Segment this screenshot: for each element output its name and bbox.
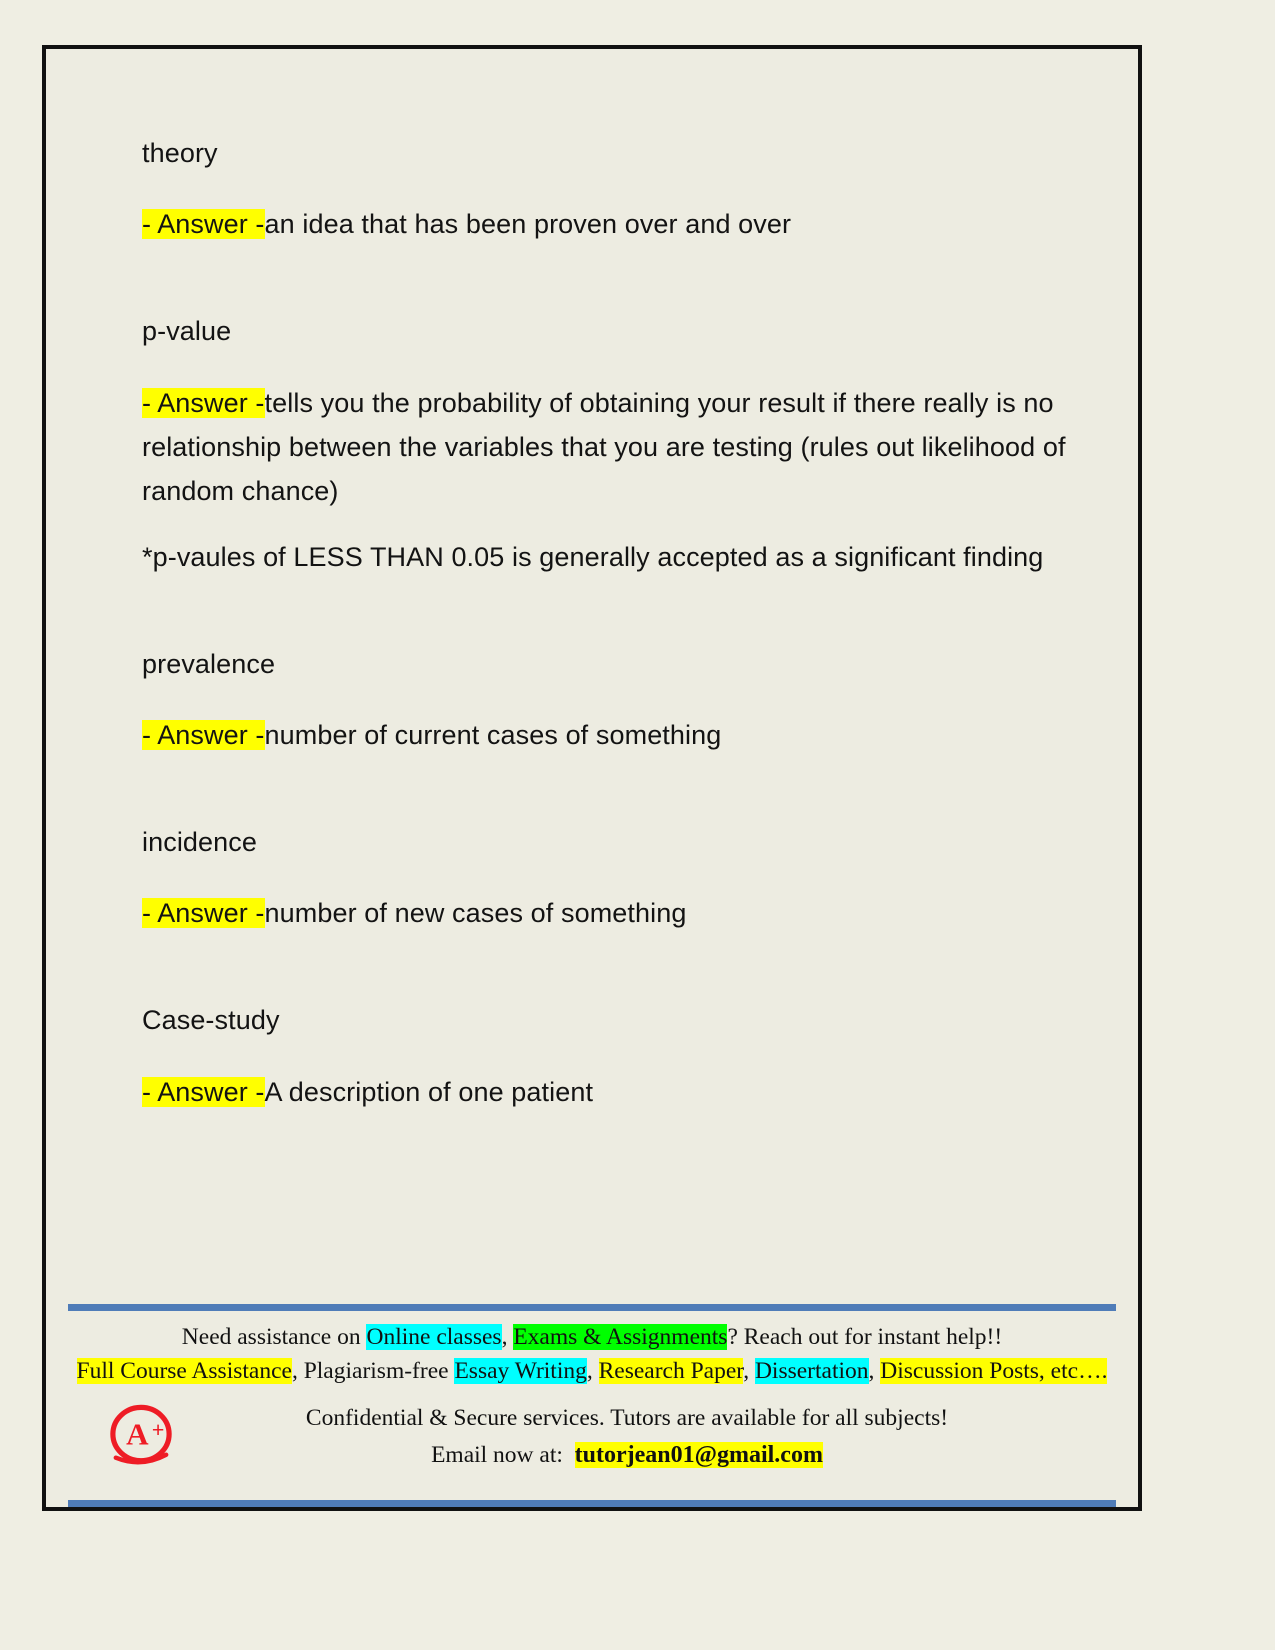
email-address[interactable]: tutorjean01@gmail.com — [574, 1441, 823, 1468]
ad-essay-writing: Essay Writing — [454, 1357, 587, 1384]
note-answer — [142, 891, 1082, 935]
page-sheet — [42, 45, 1142, 1511]
note-term: p-value — [142, 316, 232, 347]
email-line — [236, 1437, 1018, 1473]
ad-line-1 — [46, 1321, 1138, 1354]
answer-label: - Answer - — [142, 387, 265, 418]
answer-text: tells you the probability of obtaining your result if there really is no relationship between the variables that you are testing (rules out likelihood of random chance) — [142, 387, 1066, 506]
footer-ad — [46, 1304, 1138, 1507]
note-term: prevalence — [142, 648, 276, 679]
contact-block — [46, 1388, 1138, 1478]
answer-text: A description of one patient — [264, 1076, 594, 1107]
note-block — [142, 645, 1082, 757]
answer-label: - Answer - — [142, 898, 265, 929]
ad-text-block — [46, 1311, 1138, 1388]
a-plus-grade-icon — [104, 1400, 178, 1474]
ad-line1-part1: Need assistance on — [181, 1324, 367, 1351]
note-term: incidence — [142, 826, 257, 857]
logo-wrap — [46, 1400, 236, 1474]
note-block — [142, 134, 1082, 246]
ad-full-course-assistance: Full Course Assistance — [76, 1357, 292, 1384]
answer-label: - Answer - — [142, 209, 265, 240]
confidential-line: Confidential & Secure services. Tutors are available for all subjects! — [305, 1405, 949, 1432]
note-block — [142, 1001, 1082, 1113]
answer-text: number of new cases of something — [264, 898, 687, 929]
note-term: theory — [142, 138, 218, 168]
note-term: Case-study — [142, 1005, 280, 1036]
answer-text: an idea that has been proven over and over — [264, 209, 792, 240]
ad-exams-assignments: Exams & Assignments — [513, 1324, 728, 1351]
note-answer — [142, 713, 1082, 757]
svg-text:A: A — [126, 1416, 149, 1452]
ad-discussion-posts: Discussion Posts, etc…. — [880, 1357, 1108, 1384]
note-block — [142, 312, 1082, 578]
ad-line1-part3: ? Reach out for instant help!! — [727, 1324, 1003, 1351]
answer-text: number of current cases of something — [264, 719, 722, 750]
ad-online-classes: Online classes — [366, 1324, 502, 1351]
ad-line2-plain2: , — [586, 1357, 599, 1384]
note-answer — [142, 1070, 1082, 1114]
notes-content — [142, 134, 1082, 1176]
ad-line2-plain1: , Plagiarism-free — [291, 1357, 455, 1384]
answer-label: - Answer - — [142, 719, 265, 750]
ad-research-paper: Research Paper — [598, 1357, 744, 1384]
svg-text:+: + — [151, 1417, 165, 1442]
ad-line-2 — [46, 1355, 1138, 1388]
divider-top — [68, 1304, 1116, 1311]
note-extra-text: *p-vaules of LESS THAN 0.05 is generally accepted as a significant finding — [142, 541, 1044, 572]
note-answer — [142, 202, 1082, 246]
ad-line2-plain3: , — [743, 1357, 755, 1384]
note-block — [142, 823, 1082, 935]
ad-line2-plain4: , — [868, 1357, 881, 1384]
ad-line1-part2: , — [501, 1324, 514, 1351]
contact-text — [236, 1401, 1138, 1473]
email-prefix: Email now at: — [431, 1441, 563, 1468]
ad-dissertation: Dissertation — [754, 1357, 869, 1384]
note-answer — [142, 381, 1082, 513]
answer-label: - Answer - — [142, 1076, 265, 1107]
divider-bottom — [68, 1500, 1116, 1507]
